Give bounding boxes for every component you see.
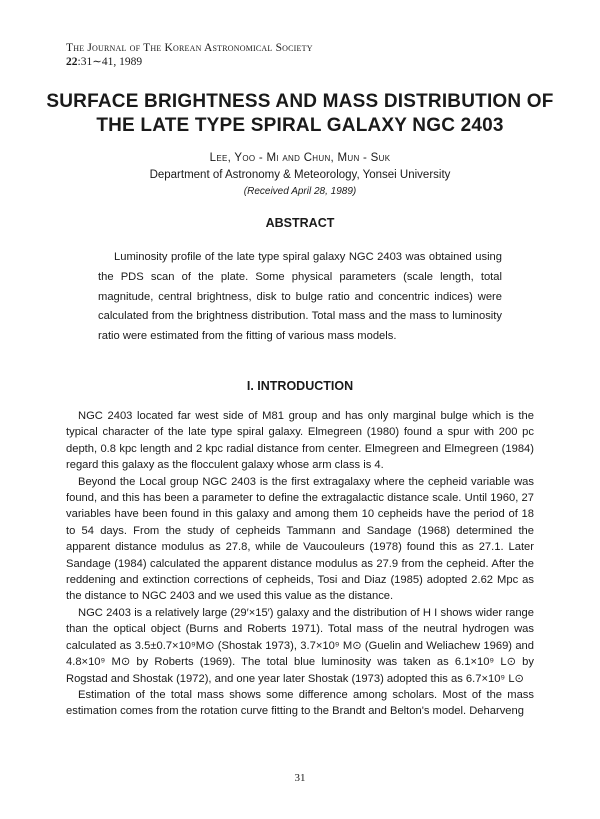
authors: Lee, Yoo - Mi and Chun, Mun - Suk: [209, 152, 391, 164]
paragraph: NGC 2403 is a relatively large (29′×15′) galaxy and the distribution of H I shows wider range than the optical object (Burns and Roberts 1971). Total mass of the neutral hydrogen was calculated as 3.5±0.7×10⁹M⊙ (Shostak 1973), 3.7×10⁹ M⊙ (Guelin and Weliachew 1969) and 4.8×10⁹ M⊙ by Roberts (1969). The total blue luminosity was taken as 6.1×10⁹ L⊙ by Rogstad and Shostak (1972), and one year later Shostak (1973) adopted this as 6.7×10⁹ L⊙: [66, 606, 534, 685]
title-line-2: THE LATE TYPE SPIRAL GALAXY NGC 2403: [96, 115, 504, 136]
journal-volume: 22: [66, 56, 78, 68]
journal-header: [66, 41, 313, 69]
paragraph: Beyond the Local group NGC 2403 is the first extragalaxy where the cepheid variable was found, and this has been a parameter to define the extragalactic distance scale. Until 1960, 27 variables have been found in this galaxy and among them 10 cepheids have the period of 18 to 54 days. From the study of cepheids Tammann and Sandage (1968) determined the apparent distance modulus as 27.8, while de Vaucouleurs (1978) found this as 27.1. Later Sandage (1984) calculated the apparent distance modulus as 27.9 from the cepheid. After the reddening and extinction corrections of cepheids, Tosi and Diaz (1985) adopted 2.62 Mpc as the distance to NGC 2403 and we used this value as the distance.: [66, 475, 534, 603]
introduction-heading: I. INTRODUCTION: [246, 379, 354, 393]
introduction-body: [66, 408, 534, 720]
abstract-heading: ABSTRACT: [265, 216, 335, 230]
journal-citation: [66, 55, 313, 69]
paragraph: NGC 2403 located far west side of M81 group and has only marginal bulge which is the typical character of the late type spiral galaxy. Elmegreen (1980) found a spur with 200 pc depth, 0.8 kpc length and 2 kpc radial distance from center. Elmegreen and Elmegreen (1984) regard this galaxy as the flocculent galaxy whose arm class is 4.: [66, 410, 534, 472]
title-line-1: SURFACE BRIGHTNESS AND MASS DISTRIBUTION OF: [46, 91, 554, 112]
received-date: (Received April 28, 1989): [243, 186, 357, 197]
journal-name: The Journal of The Korean Astronomical Society: [66, 42, 313, 54]
page-number: 31: [294, 772, 306, 784]
abstract-text: Luminosity profile of the late type spiral galaxy NGC 2403 was obtained using the PDS scan of the plate. Some physical parameters (scale length, total magnitude, central brightness, disk to bulge ratio and concentric indices) were calculated from the brightness distribution. Total mass and the mass to luminosity ratio were estimated from the fitting of various mass models.: [98, 251, 502, 343]
journal-pages: :31∼41, 1989: [77, 56, 143, 68]
affiliation: Department of Astronomy & Meteorology, Yonsei University: [149, 169, 451, 181]
paper-title: [40, 90, 560, 138]
paragraph: Estimation of the total mass shows some difference among scholars. Most of the mass estimation comes from the rotation curve fitting to the Brandt and Belton's model. Deharveng: [66, 688, 534, 718]
